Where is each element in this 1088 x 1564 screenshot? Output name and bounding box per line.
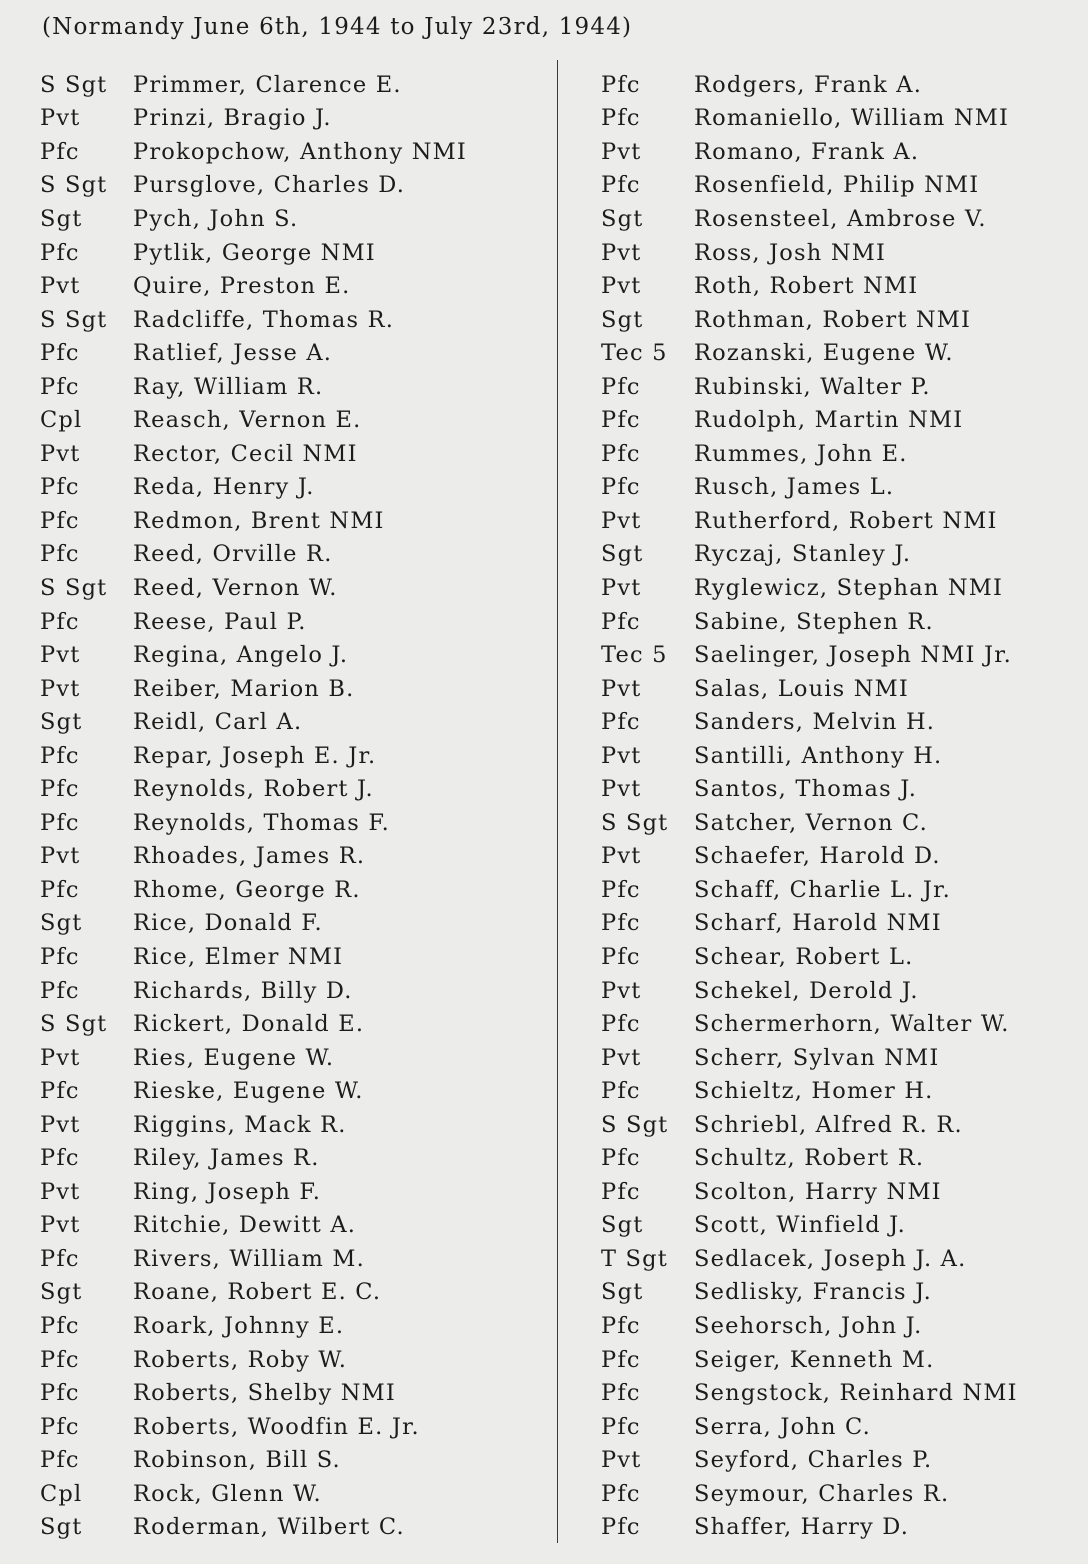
roster-entry (40, 1041, 550, 1075)
soldier-name: Pytlik, George NMI (133, 239, 376, 266)
roster-entry (601, 303, 1081, 337)
rank: Tec 5 (601, 340, 668, 367)
roster-entry (601, 705, 1081, 739)
soldier-name: Schaff, Charlie L. Jr. (694, 876, 951, 903)
roster-entry (40, 370, 550, 404)
rank: Pfc (40, 809, 80, 836)
roster-entry (601, 336, 1081, 370)
rank: Pfc (601, 407, 641, 434)
rank: Pfc (40, 776, 80, 803)
soldier-name: Reynolds, Thomas F. (133, 809, 391, 836)
column-divider (557, 60, 558, 1543)
roster-entry (40, 403, 550, 437)
rank: Pfc (40, 239, 80, 266)
roster-entry (40, 873, 550, 907)
rank: Pfc (601, 1413, 641, 1440)
soldier-name: Roark, Johnny E. (133, 1313, 345, 1339)
rank: Sgt (601, 306, 644, 333)
soldier-name: Rhoades, James R. (133, 843, 366, 870)
rank: Pvt (601, 1044, 642, 1071)
soldier-name: Redmon, Brent NMI (133, 507, 385, 534)
soldier-name: Scolton, Harry NMI (694, 1178, 942, 1205)
rank: Pfc (601, 1145, 641, 1172)
soldier-name: Seymour, Charles R. (694, 1480, 950, 1507)
rank: Pfc (601, 474, 641, 501)
soldier-name: Riley, James R. (133, 1145, 320, 1172)
soldier-name: Pursglove, Charles D. (133, 172, 406, 199)
rank: Pfc (40, 1245, 80, 1272)
rank: Pvt (40, 1178, 81, 1205)
roster-entry (601, 1410, 1081, 1444)
rank: Pvt (601, 977, 642, 1004)
soldier-name: Rector, Cecil NMI (133, 440, 358, 467)
rank: Sgt (601, 1279, 644, 1306)
rank: Sgt (40, 1279, 83, 1306)
roster-entry (40, 940, 550, 974)
soldier-name: Satcher, Vernon C. (694, 809, 928, 836)
soldier-name: Reidl, Carl A. (133, 709, 303, 736)
rank: S Sgt (40, 574, 108, 601)
rank: Pfc (601, 1480, 641, 1507)
soldier-name: Roderman, Wilbert C. (133, 1514, 405, 1541)
roster-entry (601, 1175, 1081, 1209)
rank: Pfc (40, 876, 80, 903)
soldier-name: Rieske, Eugene W. (133, 1078, 364, 1105)
soldier-name: Schermerhorn, Walter W. (694, 1011, 1010, 1038)
rank: Pfc (601, 1011, 641, 1038)
rank: Pvt (601, 239, 642, 266)
roster-entry (601, 672, 1081, 706)
roster-entry (601, 504, 1081, 538)
rank: Pfc (601, 1313, 641, 1339)
roster-entry (601, 370, 1081, 404)
rank: Pfc (40, 541, 80, 568)
roster-entry (40, 840, 550, 874)
roster-entry (601, 403, 1081, 437)
rank: Pfc (601, 1078, 641, 1105)
roster-entry (40, 806, 550, 840)
roster-entry (601, 471, 1081, 505)
roster-entry (601, 102, 1081, 136)
roster-entry (601, 1007, 1081, 1041)
roster-entry (40, 1343, 550, 1377)
rank: Pfc (40, 373, 80, 400)
rank: Sgt (40, 205, 83, 232)
roster-entry (601, 1209, 1081, 1243)
rank: Pfc (40, 1145, 80, 1172)
soldier-name: Sedlacek, Joseph J. A. (694, 1245, 967, 1272)
soldier-name: Roberts, Woodfin E. Jr. (133, 1413, 420, 1440)
soldier-name: Rhome, George R. (133, 876, 361, 903)
roster-entry (40, 1175, 550, 1209)
roster-entry (601, 571, 1081, 605)
roster-entry (40, 1074, 550, 1108)
rank: Cpl (40, 1480, 83, 1507)
roster-entry (40, 1511, 550, 1545)
soldier-name: Rudolph, Martin NMI (694, 407, 964, 434)
rank: Pfc (601, 71, 641, 98)
soldier-name: Reed, Vernon W. (133, 574, 338, 601)
roster-entry (40, 1477, 550, 1511)
roster-entry (40, 169, 550, 203)
soldier-name: Roberts, Roby W. (133, 1346, 348, 1373)
soldier-name: Schriebl, Alfred R. R. (694, 1111, 963, 1138)
rank: Pfc (601, 440, 641, 467)
soldier-name: Repar, Joseph E. Jr. (133, 742, 377, 769)
rank: Pfc (40, 1380, 80, 1407)
rank: Pvt (601, 574, 642, 601)
roster-entry (40, 907, 550, 941)
soldier-name: Rice, Donald F. (133, 910, 323, 937)
soldier-name: Pych, John S. (133, 205, 299, 232)
rank: S Sgt (601, 809, 669, 836)
rank: Sgt (40, 1514, 83, 1541)
rank: Pfc (601, 1514, 641, 1541)
soldier-name: Ries, Eugene W. (133, 1044, 335, 1071)
soldier-name: Schaefer, Harold D. (694, 843, 941, 870)
roster-entry (40, 336, 550, 370)
soldier-name: Schekel, Derold J. (694, 977, 919, 1004)
soldier-name: Rock, Glenn W. (133, 1480, 322, 1507)
roster-entry (40, 236, 550, 270)
soldier-name: Ryglewicz, Stephan NMI (694, 574, 1004, 601)
soldier-name: Rosensteel, Ambrose V. (694, 205, 987, 232)
rank: Pvt (601, 742, 642, 769)
soldier-name: Rodgers, Frank A. (694, 71, 923, 98)
rank: Pfc (40, 742, 80, 769)
roster-entry (601, 1108, 1081, 1142)
rank: Pfc (601, 172, 641, 199)
rank: Pvt (601, 273, 642, 300)
soldier-name: Ryczaj, Stanley J. (694, 541, 912, 568)
roster-entry (601, 638, 1081, 672)
soldier-name: Ray, William R. (133, 373, 324, 400)
roster-entry (40, 538, 550, 572)
soldier-name: Rummes, John E. (694, 440, 908, 467)
rank: Pfc (40, 1413, 80, 1440)
rank: Pfc (40, 340, 80, 367)
soldier-name: Romaniello, William NMI (694, 105, 1010, 132)
roster-entry (40, 1376, 550, 1410)
roster-entry (40, 504, 550, 538)
soldier-name: Quire, Preston E. (133, 273, 351, 300)
rank: Sgt (601, 541, 644, 568)
rank: S Sgt (601, 1111, 669, 1138)
rank: Pvt (601, 776, 642, 803)
soldier-name: Riggins, Mack R. (133, 1111, 347, 1138)
soldier-name: Rothman, Robert NMI (694, 306, 972, 333)
soldier-name: Sedlisky, Francis J. (694, 1279, 932, 1306)
rank: S Sgt (40, 306, 108, 333)
roster-entry (40, 772, 550, 806)
soldier-name: Regina, Angelo J. (133, 642, 349, 669)
rank: Pvt (40, 1044, 81, 1071)
roster-entry (40, 638, 550, 672)
soldier-name: Seyford, Charles P. (694, 1447, 933, 1474)
roster-entry (40, 1242, 550, 1276)
roster-entry (601, 1477, 1081, 1511)
soldier-name: Robinson, Bill S. (133, 1447, 341, 1474)
roster-entry (40, 1276, 550, 1310)
soldier-name: Roberts, Shelby NMI (133, 1380, 396, 1407)
rank: Sgt (40, 709, 83, 736)
roster-entry (601, 772, 1081, 806)
soldier-name: Shaffer, Harry D. (694, 1514, 910, 1541)
rank: Pvt (601, 843, 642, 870)
roster-entry (601, 1511, 1081, 1545)
roster-entry (601, 1242, 1081, 1276)
soldier-name: Reynolds, Robert J. (133, 776, 374, 803)
roster-entry (601, 873, 1081, 907)
soldier-name: Rivers, William M. (133, 1245, 365, 1272)
rank: Pfc (40, 1313, 80, 1339)
rank: Pvt (40, 1212, 81, 1239)
soldier-name: Ritchie, Dewitt A. (133, 1212, 357, 1239)
soldier-name: Roth, Robert NMI (694, 273, 919, 300)
rank: Pfc (601, 876, 641, 903)
rank: Pfc (40, 474, 80, 501)
roster-entry (601, 739, 1081, 773)
rank: Sgt (40, 910, 83, 937)
soldier-name: Rubinski, Walter P. (694, 373, 931, 400)
soldier-name: Richards, Billy D. (133, 977, 353, 1004)
soldier-name: Scharf, Harold NMI (694, 910, 942, 937)
roster-entry (601, 806, 1081, 840)
rank: Sgt (601, 205, 644, 232)
roster-entry (40, 1309, 550, 1343)
soldier-name: Sabine, Stephen R. (694, 608, 934, 635)
roster-entry (601, 605, 1081, 639)
soldier-name: Schultz, Robert R. (694, 1145, 925, 1172)
rank: Pvt (40, 642, 81, 669)
roster-entry (601, 236, 1081, 270)
soldier-name: Schieltz, Homer H. (694, 1078, 934, 1105)
roster-entry (40, 1443, 550, 1477)
roster-entry (40, 1209, 550, 1243)
soldier-name: Ratlief, Jesse A. (133, 340, 333, 367)
soldier-name: Reiber, Marion B. (133, 675, 355, 702)
rank: Pfc (601, 709, 641, 736)
roster-entry (40, 202, 550, 236)
rank: Pvt (601, 507, 642, 534)
roster-entry (40, 1410, 550, 1444)
roster-entry (40, 135, 550, 169)
soldier-name: Saelinger, Joseph NMI Jr. (694, 642, 1013, 669)
soldier-name: Rutherford, Robert NMI (694, 507, 998, 534)
roster-entry (601, 1376, 1081, 1410)
roster-entry (601, 907, 1081, 941)
rank: Pfc (40, 977, 80, 1004)
rank: Pvt (601, 675, 642, 702)
roster-entry (601, 437, 1081, 471)
soldier-name: Ross, Josh NMI (694, 239, 887, 266)
roster-entry (601, 1142, 1081, 1176)
rank: Pfc (601, 910, 641, 937)
roster-entry (40, 571, 550, 605)
rank: T Sgt (601, 1245, 669, 1272)
roster-entry (40, 102, 550, 136)
roster-entry (601, 1276, 1081, 1310)
roster-entry (601, 202, 1081, 236)
rank: Pfc (40, 138, 80, 165)
soldier-name: Reasch, Vernon E. (133, 407, 362, 434)
soldier-name: Seiger, Kenneth M. (694, 1346, 935, 1373)
rank: Pfc (40, 1078, 80, 1105)
roster-entry (40, 974, 550, 1008)
roster-entry (40, 672, 550, 706)
soldier-name: Serra, John C. (694, 1413, 872, 1440)
roster-entry (601, 1443, 1081, 1477)
rank: S Sgt (40, 71, 108, 98)
rank: Pfc (40, 943, 80, 970)
soldier-name: Santos, Thomas J. (694, 776, 918, 803)
rank: Pfc (601, 943, 641, 970)
soldier-name: Rosenfield, Philip NMI (694, 172, 980, 199)
rank: Pvt (40, 105, 81, 132)
rank: Pfc (40, 1346, 80, 1373)
rank: Pfc (601, 1178, 641, 1205)
roster-entry (601, 940, 1081, 974)
soldier-name: Scott, Winfield J. (694, 1212, 906, 1239)
rank: Pfc (601, 373, 641, 400)
soldier-name: Rusch, James L. (694, 474, 895, 501)
roster-entry (601, 269, 1081, 303)
roster-entry (40, 269, 550, 303)
roster-entry (40, 471, 550, 505)
soldier-name: Schear, Robert L. (694, 943, 914, 970)
soldier-name: Primmer, Clarence E. (133, 71, 402, 98)
soldier-name: Santilli, Anthony H. (694, 742, 943, 769)
roster-entry (601, 135, 1081, 169)
roster-entry (601, 974, 1081, 1008)
roster-column-right (601, 68, 1081, 1544)
roster-entry (40, 705, 550, 739)
rank: Pvt (40, 440, 81, 467)
soldier-name: Rozanski, Eugene W. (694, 340, 954, 367)
page-title: (Normandy June 6th, 1944 to July 23rd, 1944) (42, 14, 633, 40)
rank: S Sgt (40, 1011, 108, 1038)
rank: Cpl (40, 407, 83, 434)
rank: Pfc (40, 507, 80, 534)
soldier-name: Scherr, Sylvan NMI (694, 1044, 940, 1071)
roster-entry (601, 1309, 1081, 1343)
soldier-name: Roane, Robert E. C. (133, 1279, 382, 1306)
soldier-name: Reed, Orville R. (133, 541, 333, 568)
roster-entry (40, 1142, 550, 1176)
soldier-name: Reda, Henry J. (133, 474, 315, 501)
rank: Pvt (40, 843, 81, 870)
rank: Pfc (40, 608, 80, 635)
rank: Pfc (601, 1380, 641, 1407)
roster-entry (40, 303, 550, 337)
soldier-name: Reese, Paul P. (133, 608, 307, 635)
roster-entry (601, 68, 1081, 102)
soldier-name: Ring, Joseph F. (133, 1178, 322, 1205)
roster-entry (601, 1343, 1081, 1377)
rank: Pfc (40, 1447, 80, 1474)
soldier-name: Radcliffe, Thomas R. (133, 306, 395, 333)
soldier-name: Prinzi, Bragio J. (133, 105, 332, 132)
roster-entry (601, 840, 1081, 874)
roster-entry (601, 1041, 1081, 1075)
soldier-name: Rice, Elmer NMI (133, 943, 344, 970)
roster-entry (40, 605, 550, 639)
rank: Pfc (601, 1346, 641, 1373)
rank: Pfc (601, 105, 641, 132)
roster-entry (40, 437, 550, 471)
roster-column-left (40, 68, 550, 1544)
soldier-name: Seehorsch, John J. (694, 1313, 923, 1339)
soldier-name: Romano, Frank A. (694, 138, 920, 165)
soldier-name: Salas, Louis NMI (694, 675, 909, 702)
roster-entry (40, 68, 550, 102)
rank: S Sgt (40, 172, 108, 199)
roster-entry (601, 169, 1081, 203)
rank: Pvt (601, 1447, 642, 1474)
roster-entry (40, 1108, 550, 1142)
rank: Pfc (601, 608, 641, 635)
rank: Pvt (40, 675, 81, 702)
soldier-name: Sengstock, Reinhard NMI (694, 1380, 1018, 1407)
rank: Pvt (601, 138, 642, 165)
roster-entry (40, 1007, 550, 1041)
soldier-name: Prokopchow, Anthony NMI (133, 138, 467, 165)
rank: Pvt (40, 1111, 81, 1138)
soldier-name: Sanders, Melvin H. (694, 709, 936, 736)
soldier-name: Rickert, Donald E. (133, 1011, 365, 1038)
rank: Pvt (40, 273, 81, 300)
rank: Sgt (601, 1212, 644, 1239)
roster-entry (601, 538, 1081, 572)
rank: Tec 5 (601, 642, 668, 669)
roster-entry (601, 1074, 1081, 1108)
roster-entry (40, 739, 550, 773)
